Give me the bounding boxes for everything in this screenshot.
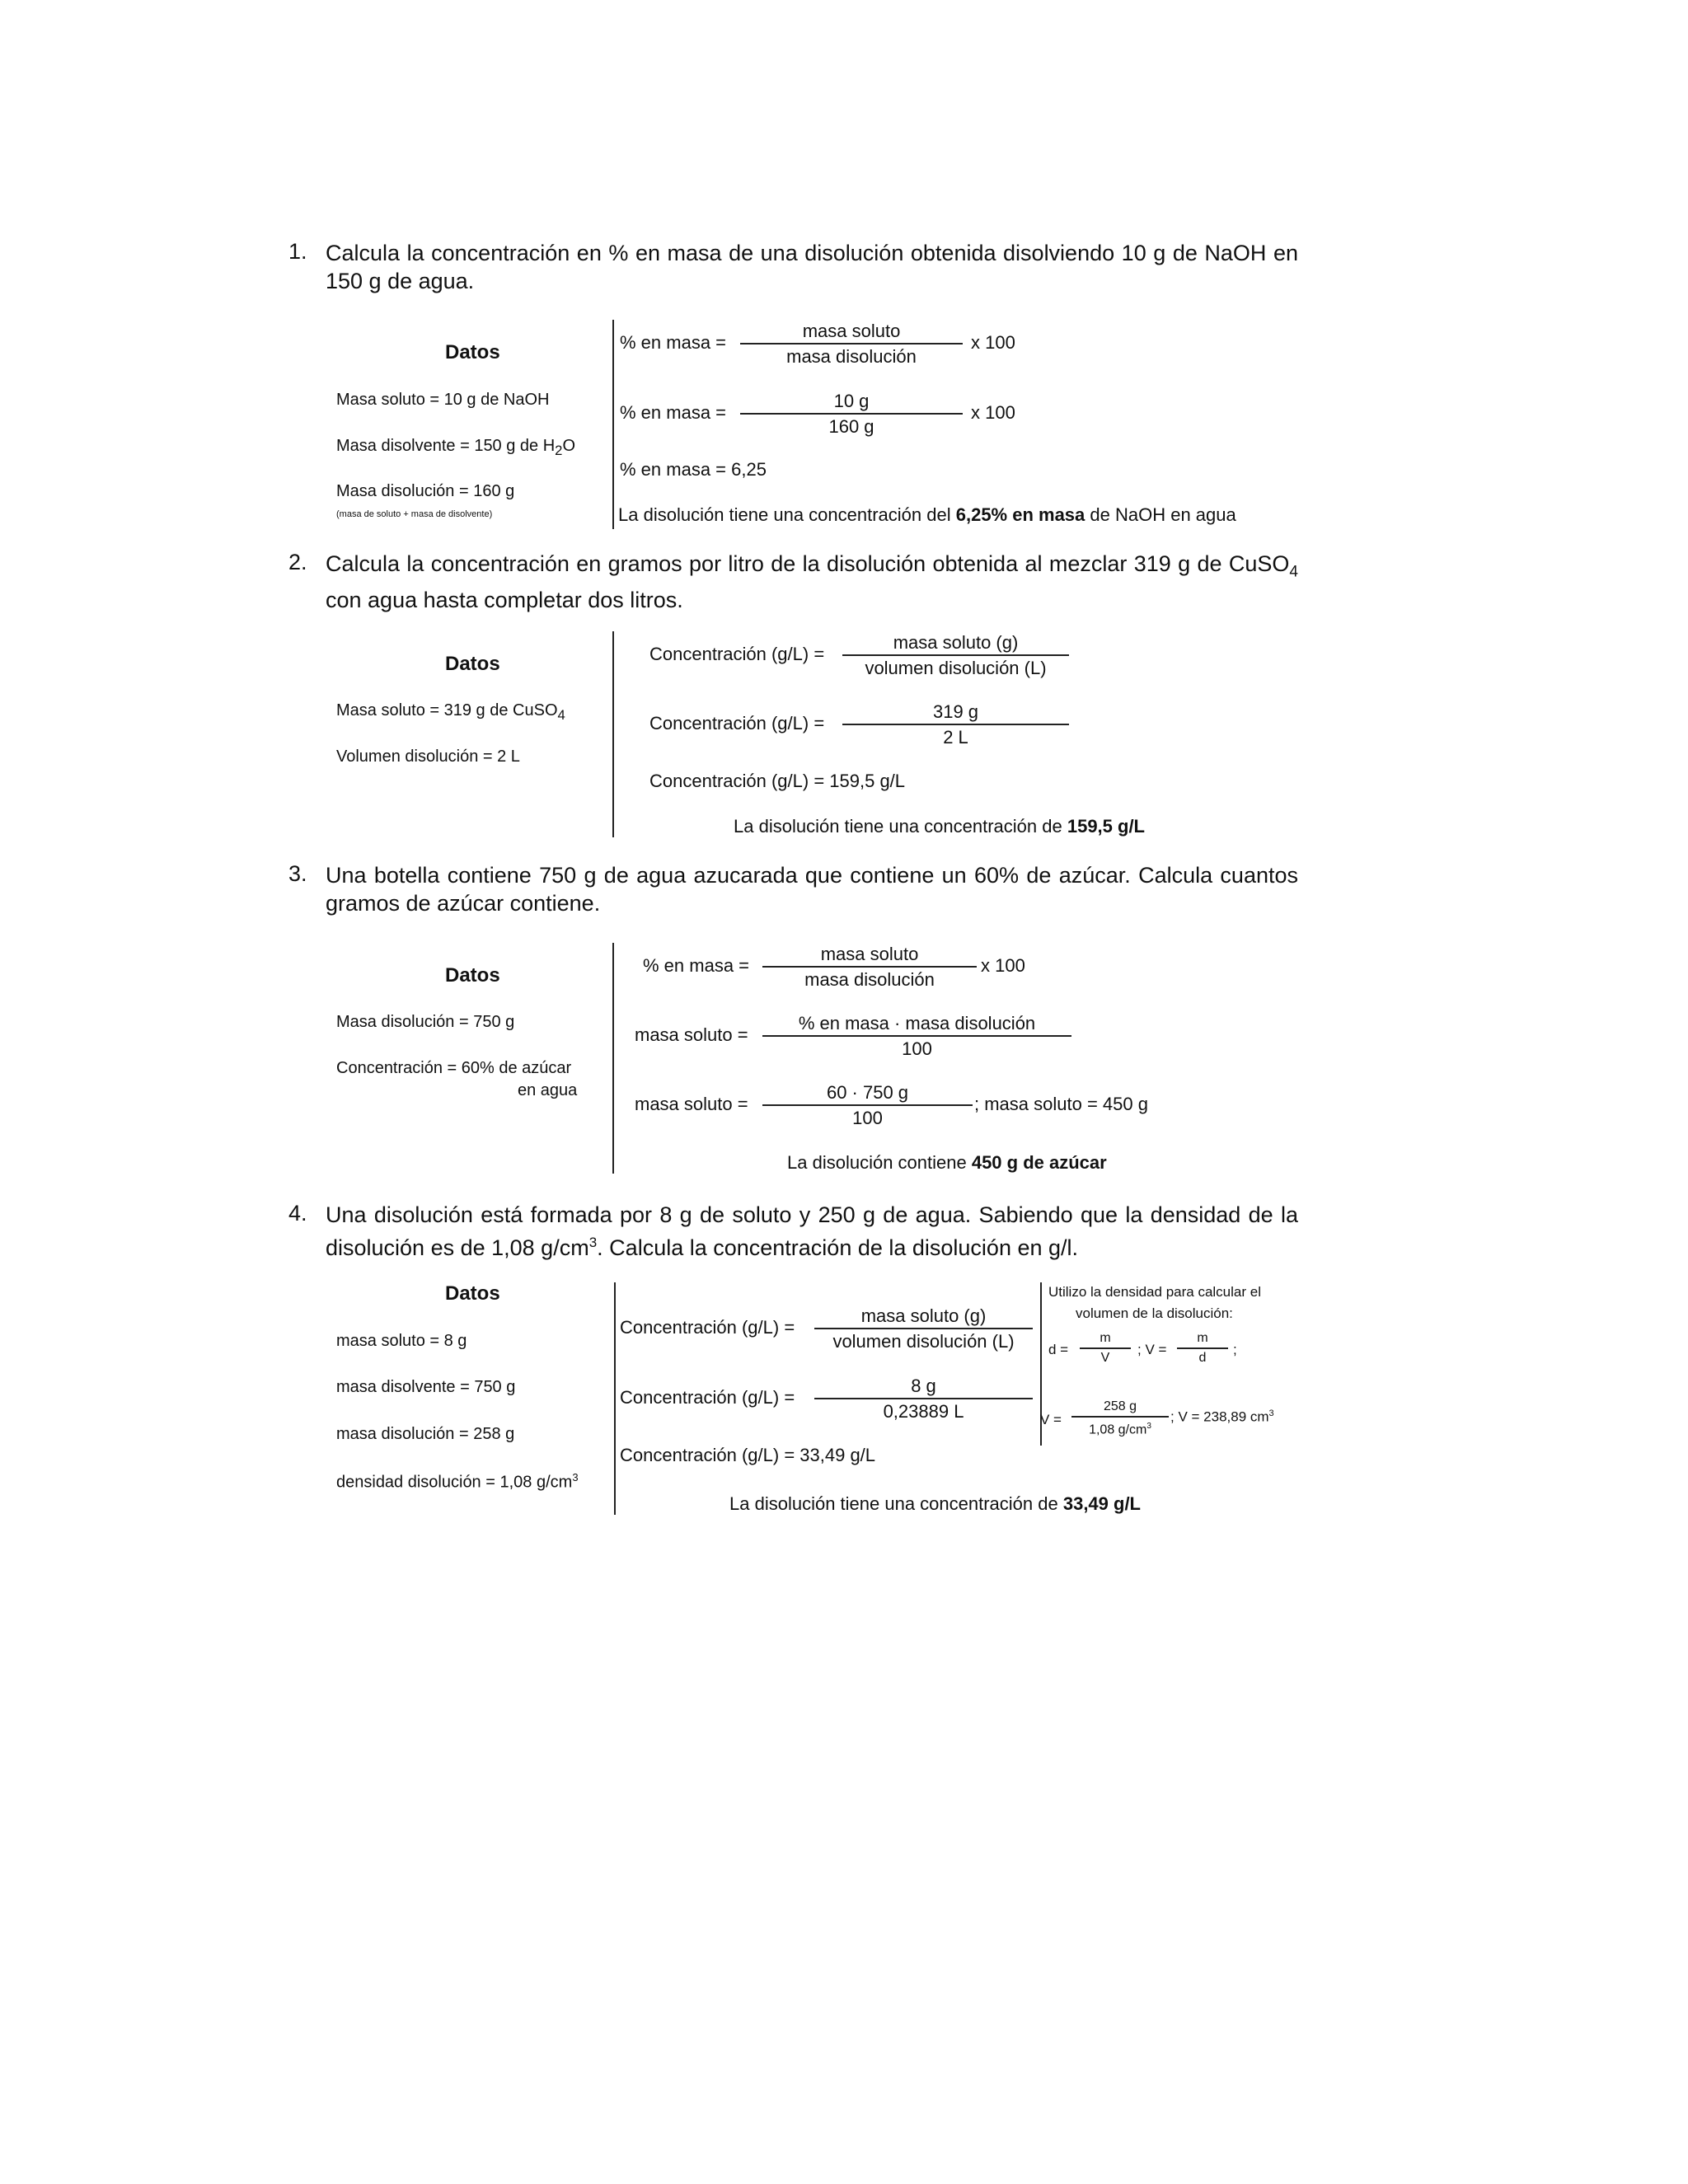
eq1-numerator: masa soluto (g) [860, 1305, 987, 1326]
side-volume-fraction [1177, 1330, 1228, 1366]
datos-heading: Datos [445, 964, 500, 987]
eq1-numerator: masa soluto (g) [893, 632, 1019, 653]
eq2-left: % en masa = [620, 402, 727, 423]
fraction-bar [814, 1398, 1033, 1399]
eq2-right: x 100 [971, 402, 1015, 423]
eq1-denominator: volumen disolución (L) [832, 1331, 1015, 1352]
fraction-bar [740, 413, 963, 415]
eq2-fraction [740, 390, 963, 438]
eq1-right: x 100 [981, 955, 1025, 976]
datos-concentracion: Concentración = 60% de azúcar [336, 1059, 572, 1077]
problem-number: 1. [288, 239, 307, 264]
datos-densidad: densidad disolución = 1,08 $g/cm^3$ [336, 1471, 579, 1492]
datos-masa-disolvente: Masa disolvente = 150 g de $H_2O$ [336, 437, 575, 458]
eq2-denominator: 160 g [828, 416, 874, 437]
eq1-fraction [814, 1305, 1033, 1352]
divider-line [612, 631, 614, 837]
fraction-bar [842, 724, 1069, 725]
eq2-numerator: 10 g [833, 391, 870, 411]
eq3-numerator: 60 · 750 g [826, 1082, 909, 1103]
eq1-numerator: masa soluto [802, 321, 901, 341]
side-volume-left: ; V = [1137, 1342, 1167, 1357]
conclusion: La disolución contiene 450 g de azúcar [787, 1152, 1107, 1173]
side-density-fraction [1080, 1330, 1131, 1366]
eq1-left: Concentración (g/L) = [649, 644, 825, 664]
eq1-denominator: masa disolución [804, 969, 935, 990]
eq3-denominator: 100 [852, 1108, 883, 1128]
datos-concentracion-cont: en agua [518, 1081, 578, 1099]
eq3-result: % en masa = 6,25 [620, 459, 767, 480]
conclusion: La disolución tiene una concentración de 33,49 g/L [729, 1493, 1141, 1514]
eq1-fraction [762, 943, 977, 991]
eq1-denominator: volumen disolución (L) [865, 658, 1047, 678]
side-volume2-numerator: 258 g [1103, 1399, 1137, 1413]
problem-statement: Una disolución está formada por 8 g de soluto y 250 g de agua. Sabiendo que la densidad de la disolución es de 1,08 $g/cm^3$. Calcula la concentración de la disolución en g/l. [326, 1202, 1298, 1260]
datos-masa-soluto: masa soluto = 8 g [336, 1332, 467, 1350]
fraction-bar [762, 966, 977, 968]
eq1-denominator: masa disolución [786, 346, 917, 367]
side-density-denominator: V [1100, 1350, 1110, 1365]
eq3-result: Concentración (g/L) = 33,49 g/L [620, 1445, 876, 1465]
datos-masa-disolvente: masa disolvente = 750 g [336, 1378, 516, 1396]
datos-volumen: Volumen disolución = 2 L [336, 748, 520, 766]
side-note-line-1: Utilizo la densidad para calcular el [1048, 1284, 1261, 1300]
conclusion: La disolución tiene una concentración del 6,25% en masa de NaOH en agua [618, 504, 1236, 525]
datos-masa-disolucion: Masa disolución = 750 g [336, 1013, 515, 1031]
side-volume2-fraction [1071, 1399, 1169, 1438]
eq1-numerator: masa soluto [820, 944, 919, 964]
side-volume2-result: ; V = 238,89 $cm^3$ [1170, 1408, 1274, 1425]
eq1-left: Concentración (g/L) = [620, 1317, 795, 1338]
eq2-fraction [842, 701, 1069, 748]
eq2-denominator: 2 L [943, 727, 968, 748]
eq1-right: x 100 [971, 332, 1015, 353]
problem-statement: Calcula la concentración en gramos por litro de la disolución obtenida al mezclar 319 g de CuSO$_4$ con agua hasta completar dos litros. [326, 551, 1298, 613]
datos-masa-soluto: Masa soluto = 319 g de CuSO$_4$ [336, 701, 565, 723]
fraction-bar [1177, 1347, 1228, 1349]
eq1-left: % en masa = [643, 955, 750, 976]
side-density-numerator: m [1100, 1331, 1111, 1345]
problem-statement: Calcula la concentración en % en masa de una disolución obtenida disolviendo 10 g de NaOH en 150 g de agua. [326, 241, 1298, 293]
fraction-bar [762, 1035, 1071, 1037]
conclusion: La disolución tiene una concentración de 159,5 g/L [734, 816, 1145, 837]
datos-masa-disolucion-note: (masa de soluto + masa de disolvente) [336, 509, 493, 519]
divider-line [614, 1282, 616, 1515]
divider-line [612, 320, 614, 529]
eq2-numerator: 8 g [911, 1376, 936, 1396]
side-note-line-2: volumen de la disolución: [1076, 1305, 1233, 1321]
problem-number: 4. [288, 1201, 307, 1226]
datos-masa-disolucion: masa disolución = 258 g [336, 1425, 515, 1443]
eq3-left: masa soluto = [635, 1094, 748, 1114]
side-semicolon: ; [1233, 1342, 1237, 1357]
eq1-left: % en masa = [620, 332, 727, 353]
eq1-fraction [842, 631, 1069, 679]
eq2-left: Concentración (g/L) = [649, 713, 825, 733]
datos-heading: Datos [445, 341, 500, 363]
fraction-bar [814, 1328, 1033, 1329]
eq2-numerator: 319 g [932, 701, 979, 722]
eq2-left: Concentración (g/L) = [620, 1387, 795, 1408]
problem-statement: Una botella contiene 750 g de agua azucarada que contiene un 60% de azúcar. Calcula cuantos gramos de azúcar contiene. [326, 863, 1298, 916]
eq2-denominator: 0,23889 L [883, 1401, 964, 1422]
side-volume-denominator: d [1198, 1350, 1207, 1365]
eq2-denominator: 100 [902, 1038, 932, 1059]
datos-masa-soluto: Masa soluto = 10 g de NaOH [336, 391, 550, 409]
fraction-bar [1080, 1347, 1131, 1349]
datos-masa-disolucion: Masa disolución = 160 g [336, 482, 515, 500]
eq2-left: masa soluto = [635, 1024, 748, 1045]
fraction-bar [1071, 1416, 1169, 1418]
eq2-fraction [762, 1012, 1071, 1060]
side-volume2-left: V = [1040, 1412, 1062, 1427]
problem-number: 2. [288, 550, 307, 574]
eq2-fraction [814, 1375, 1033, 1422]
eq1-fraction [740, 320, 963, 368]
fraction-bar [842, 654, 1069, 656]
datos-heading: Datos [445, 1282, 500, 1305]
fraction-bar [762, 1104, 973, 1106]
eq2-numerator: % en masa · masa disolución [798, 1013, 1036, 1033]
datos-heading: Datos [445, 653, 500, 675]
side-volume2-denominator: 1,08 $g/cm^3$ [1089, 1421, 1151, 1436]
eq3-right: ; masa soluto = 450 g [974, 1094, 1148, 1114]
problem-number: 3. [288, 861, 307, 886]
eq3-result: Concentración (g/L) = 159,5 g/L [649, 771, 906, 791]
eq3-fraction [762, 1081, 973, 1129]
side-density-left: d = [1048, 1342, 1069, 1357]
divider-line [612, 943, 614, 1174]
side-volume-numerator: m [1197, 1331, 1208, 1345]
fraction-bar [740, 343, 963, 344]
